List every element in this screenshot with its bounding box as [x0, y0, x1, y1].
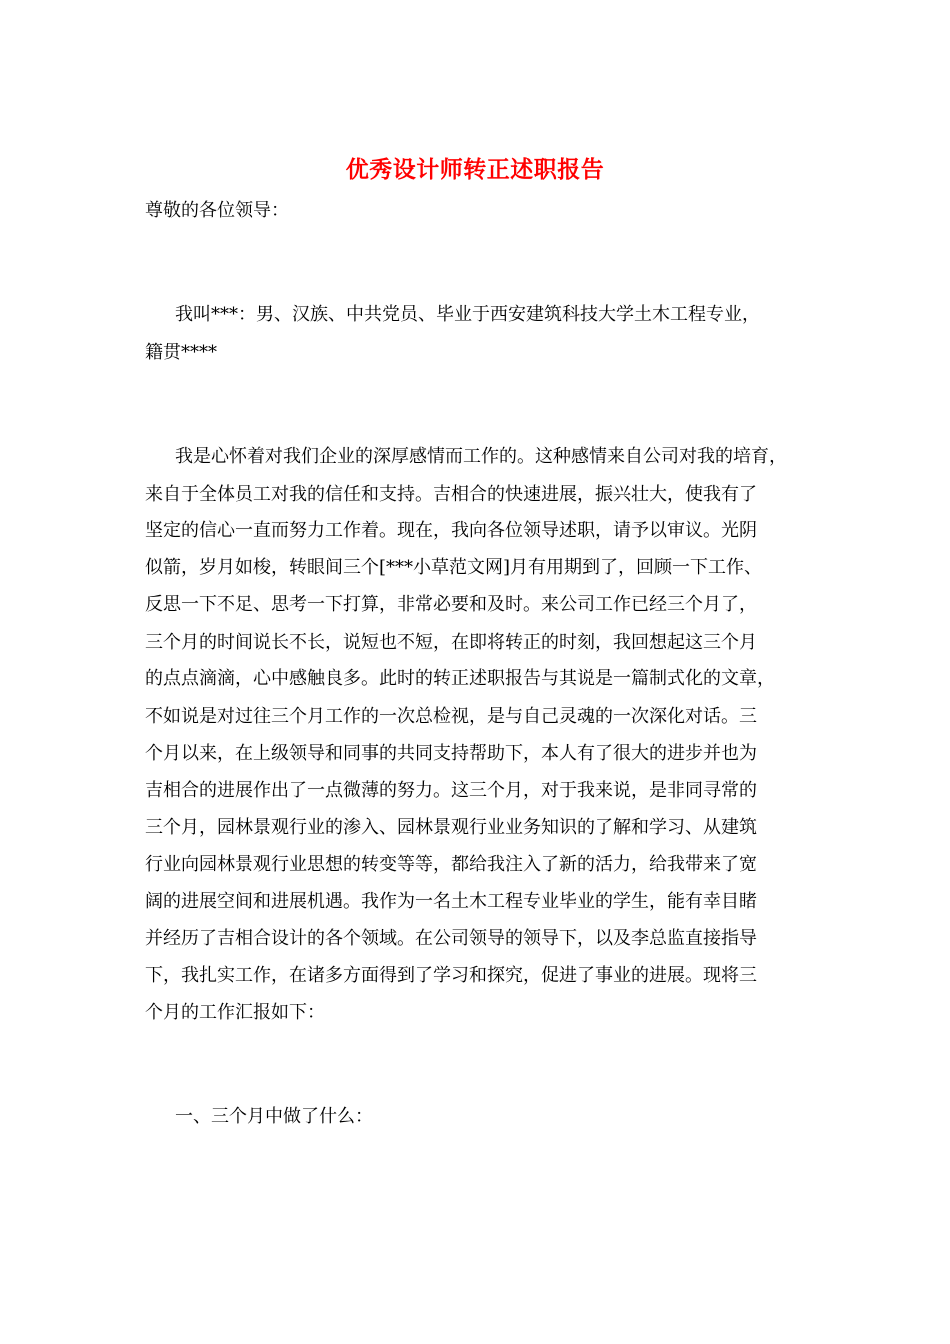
salutation: 尊敬的各位领导：: [145, 200, 289, 221]
body-line-14: 并经历了吉相合设计的各个领域。在公司领导的领导下，以及李总监直接指导: [145, 928, 757, 949]
body-line-2: 来自于全体员工对我的信任和支持。吉相合的快速进展，振兴壮大，使我有了: [145, 484, 757, 505]
body-line-16: 个月的工作汇报如下：: [145, 1002, 325, 1023]
body-line-4: 似箭，岁月如梭，转眼间三个[***小草范文网]月有用期到了，回顾一下工作、: [145, 557, 763, 578]
body-line-10: 吉相合的进展作出了一点微薄的努力。这三个月，对于我来说，是非同寻常的: [145, 780, 757, 801]
body-line-1: 我是心怀着对我们企业的深厚感情而工作的。这种感情来自公司对我的培育，: [175, 446, 787, 467]
body-line-15: 下，我扎实工作，在诸多方面得到了学习和探究，促进了事业的进展。现将三: [145, 965, 757, 986]
body-line-12: 行业向园林景观行业思想的转变等等，都给我注入了新的活力，给我带来了宽: [145, 854, 757, 875]
body-line-5: 反思一下不足、思考一下打算，非常必要和及时。来公司工作已经三个月了，: [145, 594, 757, 615]
body-line-6: 三个月的时间说长不长，说短也不短，在即将转正的时刻，我回想起这三个月: [145, 632, 757, 653]
body-line-11: 三个月，园林景观行业的渗入、园林景观行业业务知识的了解和学习、从建筑: [145, 817, 757, 838]
body-line-13: 阔的进展空间和进展机遇。我作为一名土木工程专业毕业的学生，能有幸目睹: [145, 891, 757, 912]
intro-line-2: 籍贯****: [145, 342, 217, 363]
section-heading: 一、三个月中做了什么：: [175, 1106, 373, 1127]
body-line-9: 个月以来，在上级领导和同事的共同支持帮助下，本人有了很大的进步并也为: [145, 743, 757, 764]
body-line-8: 不如说是对过往三个月工作的一次总检视，是与自己灵魂的一次深化对话。三: [145, 706, 757, 727]
body-line-7: 的点点滴滴，心中感触良多。此时的转正述职报告与其说是一篇制式化的文章，: [145, 668, 775, 689]
document-title: 优秀设计师转正述职报告: [345, 156, 605, 183]
body-line-3: 坚定的信心一直而努力工作着。现在，我向各位领导述职，请予以审议。光阴: [145, 520, 757, 541]
intro-line-1: 我叫***：男、汉族、中共党员、毕业于西安建筑科技大学土木工程专业，: [175, 304, 760, 325]
